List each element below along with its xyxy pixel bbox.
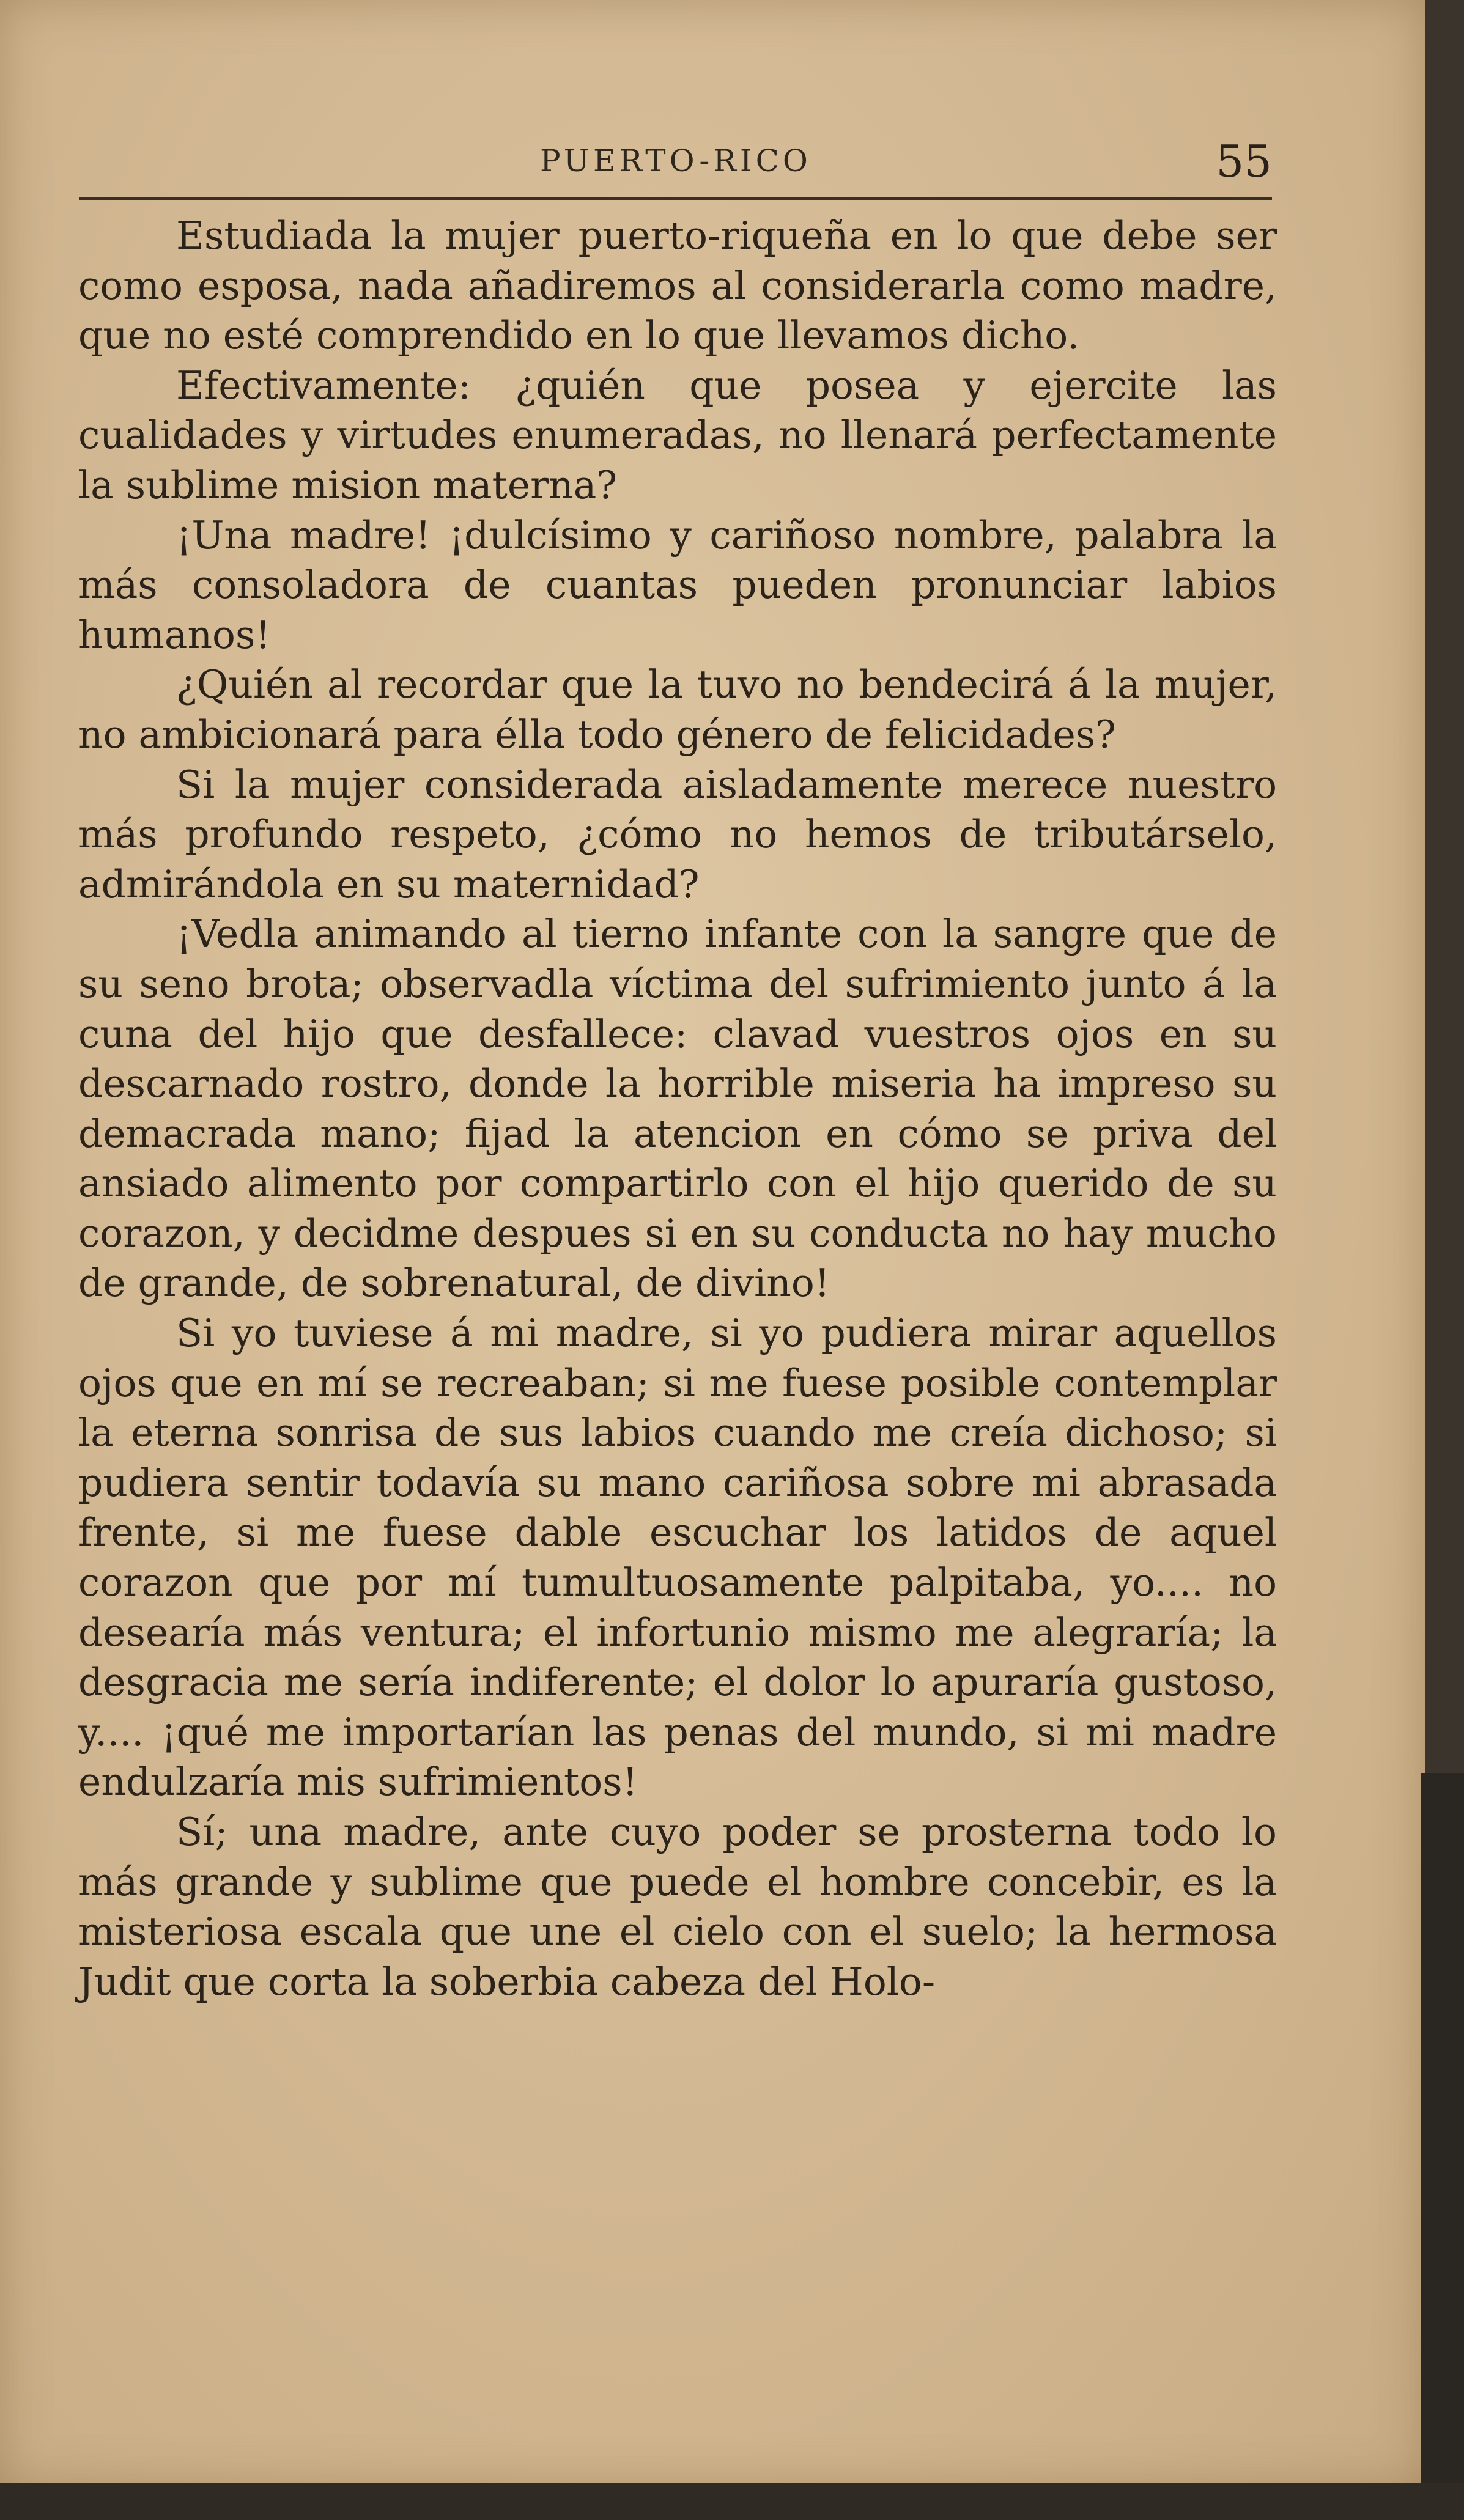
paragraph: Si yo tuviese á mi madre, si yo pudiera mirar aquellos ojos que en mí se recreaban; si me fuese posible contemplar la eterna sonrisa de sus labios cuando me creía dichoso; si pudiera sentir todavía su mano cariñosa sobre mi abrasada frente, si me fuese dable escuchar los latidos de aquel corazon que por mí tumultuosamente palpitaba, yo.... no desearía más ventura; el infortunio mismo me alegraría; la desgracia me sería indiferente; el dolor lo apuraría gustoso, y.... ¡qué me importarían las penas del mundo, si mi madre endulzaría mis sufrimientos! [78,1311,1277,1805]
running-head: PUERTO-RICO [540,143,811,179]
page-edge-shadow [1421,1773,1464,2520]
page-number: 55 [1216,136,1272,187]
page-header [79,136,1272,200]
page-bottom-edge [0,2483,1464,2520]
body-text [78,211,1277,2006]
paragraph: Sí; una madre, ante cuyo poder se prosterna todo lo más grande y sublime que puede el hombre concebir, es la misteriosa escala que une el cielo con el suelo; la hermosa Judit que corta la soberbia cabeza del Holo- [78,1810,1277,2004]
paragraph: Estudiada la mujer puerto-riqueña en lo que debe ser como esposa, nada añadiremos al considerarla como madre, que no esté comprendido en lo que llevamos dicho. [78,213,1277,358]
paragraph: Si la mujer considerada aisladamente merece nuestro más profundo respeto, ¿cómo no hemos de tributárselo, admirándola en su maternidad? [78,762,1277,907]
paragraph: ¡Una madre! ¡dulcísimo y cariñoso nombre, palabra la más consoladora de cuantas pueden pronunciar labios humanos! [78,512,1277,657]
paragraph: ¿Quién al recordar que la tuvo no bendecirá á la mujer, no ambicionará para élla todo género de felicidades? [78,662,1277,757]
paragraph: Efectivamente: ¿quién que posea y ejercite las cualidades y virtudes enumeradas, no llenará perfectamente la sublime mision materna? [78,363,1277,507]
paragraph: ¡Vedla animando al tierno infante con la sangre que de su seno brota; observadla víctima del sufrimiento junto á la cuna del hijo que desfallece: clavad vuestros ojos en su descarnado rostro, donde la horrible miseria ha impreso su demacrada mano; fijad la atencion en cómo se priva del ansiado alimento por compartirlo con el hijo querido de su corazon, y decidme despues si en su conducta no hay mucho de grande, de sobrenatural, de divino! [78,912,1277,1306]
